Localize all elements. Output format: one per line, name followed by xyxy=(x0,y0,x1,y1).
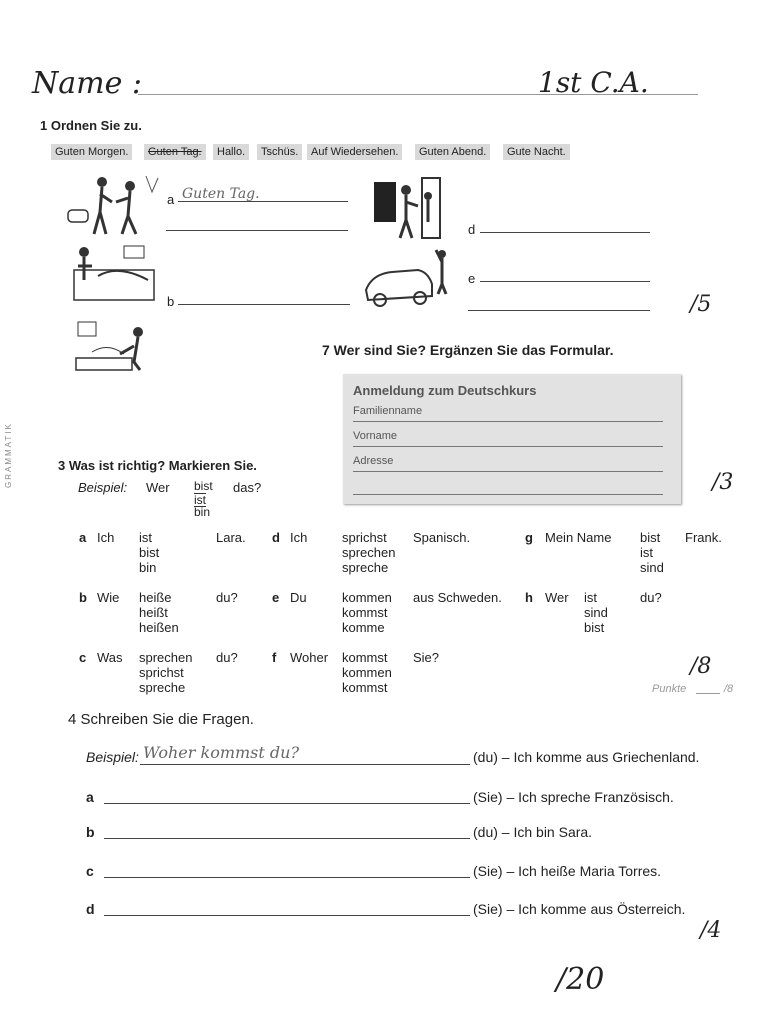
ex3-h-option-1[interactable]: ist xyxy=(584,590,597,605)
ex1-line-e[interactable] xyxy=(480,281,650,282)
illustration-door-goodbye xyxy=(372,176,444,242)
ex1-line-e2[interactable] xyxy=(468,310,650,311)
ex3-c-end: du? xyxy=(216,650,238,665)
ex4-suffix-d: (Sie) – Ich komme aus Österreich. xyxy=(473,901,686,917)
form-line-familienname[interactable] xyxy=(353,421,663,422)
form-line-adresse2[interactable] xyxy=(353,494,663,495)
ex3-h-option-2[interactable]: sind xyxy=(584,605,608,620)
ex4-suffix-c: (Sie) – Ich heiße Maria Torres. xyxy=(473,863,662,879)
ex4-title: 4 Schreiben Sie die Fragen. xyxy=(68,711,254,728)
ex3-a-letter: a xyxy=(79,530,87,545)
ex3-example-end: das? xyxy=(233,480,262,495)
ex3-d-end: Spanisch. xyxy=(413,530,471,545)
ex3-a-option-3[interactable]: bin xyxy=(139,560,157,575)
ex3-a-option-2[interactable]: bist xyxy=(139,545,160,560)
ex3-g-option-2[interactable]: ist xyxy=(640,545,653,560)
ex3-b-option-1[interactable]: heiße xyxy=(139,590,172,605)
ex3-title: 3 Was ist richtig? Markieren Sie. xyxy=(58,458,257,473)
ex4-line-a[interactable] xyxy=(104,803,470,804)
ex3-g-end: Frank. xyxy=(685,530,722,545)
ex4-suffix-a: (Sie) – Ich spreche Französisch. xyxy=(473,789,674,805)
ex3-b-end: du? xyxy=(216,590,238,605)
ex3-g-letter: g xyxy=(525,530,533,545)
chip-auf-wiedersehen: Auf Wiedersehen. xyxy=(307,144,402,160)
ex3-d-letter: d xyxy=(272,530,280,545)
ex4-letter-c: c xyxy=(86,863,94,879)
ex3-a-subject: Ich xyxy=(97,530,115,545)
form-title: Anmeldung zum Deutschkurs xyxy=(353,383,537,398)
ex3-b-subject: Wie xyxy=(97,590,120,605)
ex3-c-option-3[interactable]: spreche xyxy=(139,680,186,695)
form-field-vorname: Vorname xyxy=(353,430,398,442)
ex1-line-a[interactable] xyxy=(178,201,348,202)
chip-guten-morgen: Guten Morgen. xyxy=(51,144,132,160)
form-field-adresse: Adresse xyxy=(353,455,394,467)
ex1-line-a2[interactable] xyxy=(166,230,348,231)
ex1-answer-a: Guten Tag. xyxy=(182,186,260,202)
ex4-letter-d: d xyxy=(86,901,95,917)
ex3-h-subject: Wer xyxy=(545,590,569,605)
ex3-g-option-3[interactable]: sind xyxy=(640,560,664,575)
ex3-example-opt-2: ist xyxy=(194,493,206,507)
ex3-h-letter: h xyxy=(525,590,533,605)
ex1-label-e: e xyxy=(468,271,476,286)
ex4-suffix-b: (du) – Ich bin Sara. xyxy=(473,824,593,840)
ex3-d-option-2[interactable]: sprechen xyxy=(342,545,396,560)
ex3-d-option-3[interactable]: spreche xyxy=(342,560,389,575)
ex3-example-label: Beispiel: xyxy=(78,480,128,495)
ex3-f-option-2[interactable]: kommen xyxy=(342,665,392,680)
ex7-title: 7 Wer sind Sie? Ergänzen Sie das Formular. xyxy=(322,342,614,358)
ex4-letter-a: a xyxy=(86,789,94,805)
ex3-g-subject: Mein Name xyxy=(545,530,612,545)
ex4-line-d[interactable] xyxy=(104,915,470,916)
ex3-c-option-2[interactable]: sprichst xyxy=(139,665,184,680)
chip-gute-nacht: Gute Nacht. xyxy=(503,144,570,160)
ex3-c-letter: c xyxy=(79,650,87,665)
ex3-b-letter: b xyxy=(79,590,87,605)
ex3-e-subject: Du xyxy=(290,590,307,605)
illustration-bedtime xyxy=(72,318,156,372)
ex4-example-label: Beispiel: xyxy=(86,749,139,765)
chip-guten-abend: Guten Abend. xyxy=(415,144,490,160)
ex3-c-subject: Was xyxy=(97,650,123,665)
ex1-label-d: d xyxy=(468,222,476,237)
ex3-example-word: Wer xyxy=(146,480,170,495)
ex4-line-c[interactable] xyxy=(104,877,470,878)
ex3-e-end: aus Schweden. xyxy=(413,590,502,605)
class-label: 1st C.A. xyxy=(538,66,649,99)
ex3-score-hand: /8 xyxy=(690,654,712,679)
ex1-line-d[interactable] xyxy=(480,232,650,233)
ex3-example-opt-1: bist xyxy=(194,479,213,493)
ex3-d-subject: Ich xyxy=(290,530,308,545)
ex4-score: /4 xyxy=(700,918,722,943)
ex3-e-option-2[interactable]: kommst xyxy=(342,605,388,620)
ex7-score: /3 xyxy=(712,470,734,495)
ex3-example-opt-3: bin xyxy=(194,505,211,519)
illustration-street-greeting xyxy=(66,172,162,238)
points-line[interactable] xyxy=(696,693,720,694)
ex1-label-b: b xyxy=(167,294,175,309)
ex3-a-end: Lara. xyxy=(216,530,246,545)
total-score: /20 xyxy=(556,962,605,997)
ex3-c-option-1[interactable]: sprechen xyxy=(139,650,193,665)
points-label: Punkte xyxy=(652,683,687,695)
ex3-e-option-1[interactable]: kommen xyxy=(342,590,392,605)
points-total: /8 xyxy=(724,683,734,695)
ex3-h-option-3[interactable]: bist xyxy=(584,620,605,635)
ex1-label-a: a xyxy=(167,192,175,207)
ex4-letter-b: b xyxy=(86,824,95,840)
ex3-d-option-1[interactable]: sprichst xyxy=(342,530,387,545)
ex1-score: /5 xyxy=(690,292,712,317)
form-line-vorname[interactable] xyxy=(353,446,663,447)
ex4-line-b[interactable] xyxy=(104,838,470,839)
ex3-f-end: Sie? xyxy=(413,650,440,665)
ex3-e-letter: e xyxy=(272,590,280,605)
ex3-g-option-1[interactable]: bist xyxy=(640,530,661,545)
ex3-f-letter: f xyxy=(272,650,277,665)
registration-form-card xyxy=(343,374,681,504)
illustration-bedroom-morning xyxy=(68,240,160,306)
ex4-suffix-example: (du) – Ich komme aus Griechenland. xyxy=(473,749,700,765)
ex3-f-option-3[interactable]: kommst xyxy=(342,680,388,695)
ex1-title: 1 Ordnen Sie zu. xyxy=(40,118,142,133)
ex3-f-subject: Woher xyxy=(290,650,329,665)
name-label: Name : xyxy=(32,66,142,101)
ex3-b-option-2[interactable]: heißt xyxy=(139,605,168,620)
chip-guten-tag: Guten Tag. xyxy=(144,144,206,160)
ex4-example-answer: Woher kommst du? xyxy=(143,743,300,762)
illustration-car-wave xyxy=(362,244,454,310)
name-line xyxy=(138,94,698,95)
side-label-grammatik: GRAMMATIK xyxy=(4,422,13,488)
ex3-h-end: du? xyxy=(640,590,662,605)
chip-hallo: Hallo. xyxy=(213,144,249,160)
ex3-f-option-1[interactable]: kommst xyxy=(342,650,388,665)
form-field-familienname: Familienname xyxy=(353,405,423,417)
chip-tschues: Tschüs. xyxy=(257,144,302,160)
ex3-b-option-3[interactable]: heißen xyxy=(139,620,179,635)
ex3-a-option-1[interactable]: ist xyxy=(139,530,152,545)
ex3-e-option-3[interactable]: komme xyxy=(342,620,385,635)
ex4-line-example[interactable] xyxy=(140,764,470,765)
form-line-adresse[interactable] xyxy=(353,471,663,472)
ex1-line-b[interactable] xyxy=(178,304,350,305)
